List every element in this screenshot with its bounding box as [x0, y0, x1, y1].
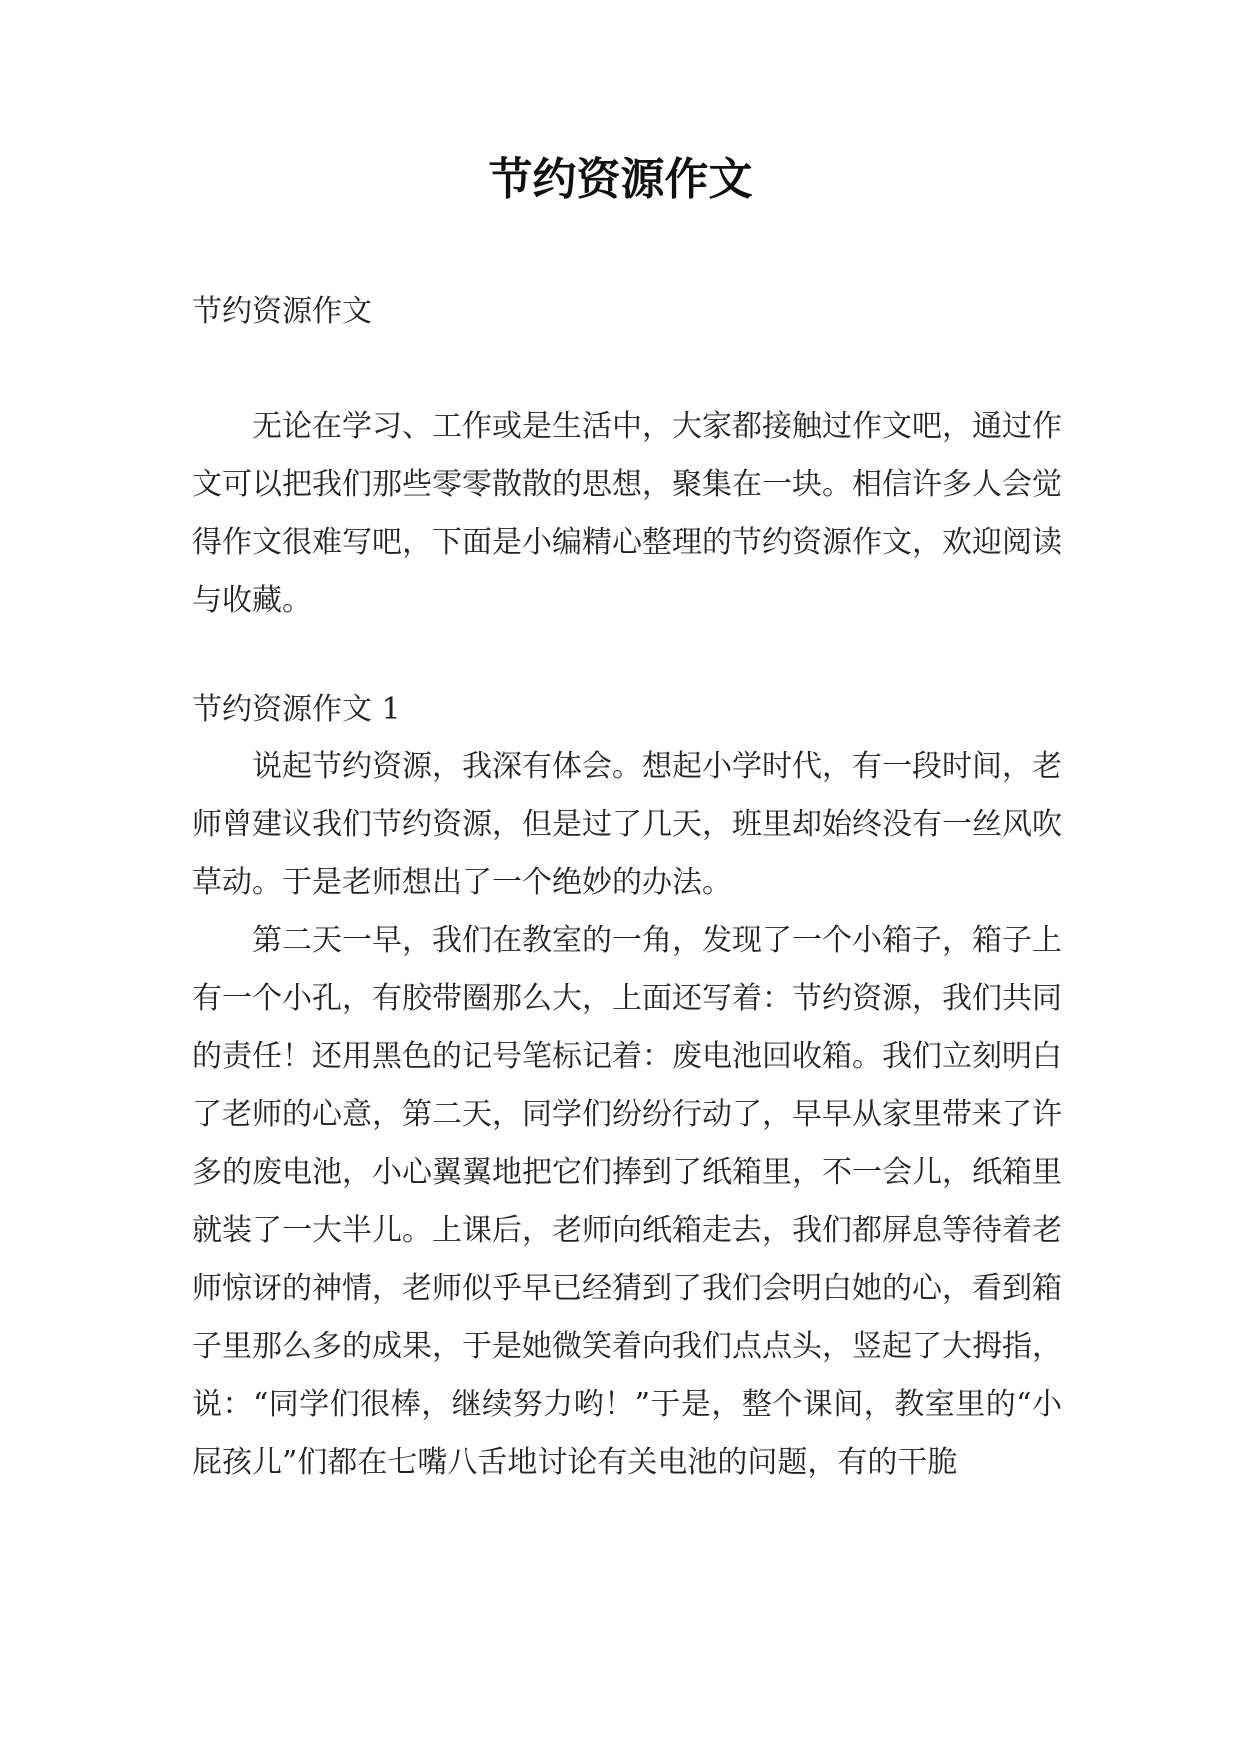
spacer	[192, 630, 1062, 688]
spacer	[192, 334, 1062, 398]
section-heading: 节约资源作文 1	[192, 692, 401, 727]
document-body	[192, 290, 1062, 1492]
document-subtitle: 节约资源作文	[192, 294, 372, 329]
intro-paragraph: 无论在学习、工作或是生活中，大家都接触过作文吧，通过作文可以把我们那些零零散散的思想，聚集在一块。相信许多人会觉得作文很难写吧，下面是小编精心整理的节约资源作文，欢迎阅读与收藏。	[192, 409, 1062, 618]
body-paragraph: 第二天一早，我们在教室的一角，发现了一个小箱子，箱子上有一个小孔，有胶带圈那么大，上面还写着：节约资源，我们共同的责任！还用黑色的记号笔标记着：废电池回收箱。我们立刻明白了老师的心意，第二天，同学们纷纷行动了，早早从家里带来了许多的废电池，小心翼翼地把它们捧到了纸箱里，不一会儿，纸箱里就装了一大半儿。上课后，老师向纸箱走去，我们都屏息等待着老师惊讶的神情，老师似乎早已经猜到了我们会明白她的心，看到箱子里那么多的成果，于是她微笑着向我们点点头，竖起了大拇指，说：“同学们很棒，继续努力哟！”于是，整个课间，教室里的“小屁孩儿”们都在七嘴八舌地讨论有关电池的问题，有的干脆	[192, 923, 1062, 1480]
body-paragraph: 说起节约资源，我深有体会。想起小学时代，有一段时间，老师曾建议我们节约资源，但是过了几天，班里却始终没有一丝风吹草动。于是老师想出了一个绝妙的办法。	[192, 749, 1062, 900]
document-title: 节约资源作文	[488, 154, 753, 205]
